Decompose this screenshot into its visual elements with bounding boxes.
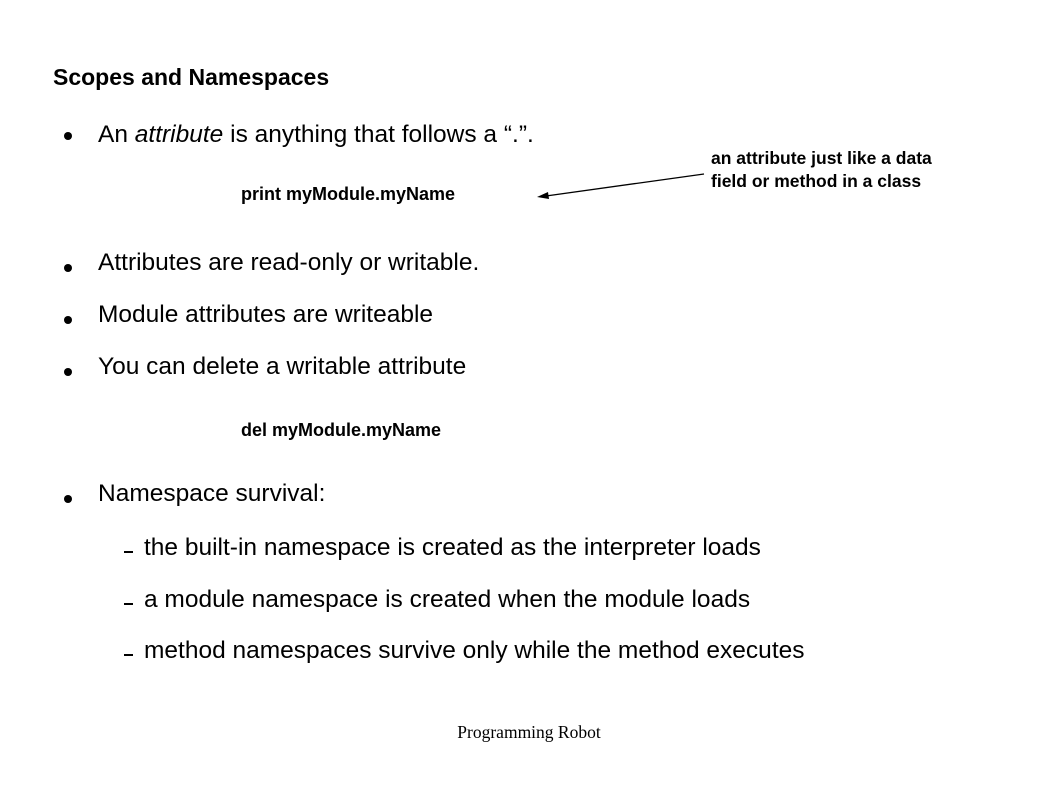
code-print-example: print myModule.myName: [241, 184, 456, 204]
subbullet-built-in-namespace: the built-in namespace is created as the interpreter loads: [144, 534, 761, 561]
bullet-text-pre: An: [98, 121, 135, 148]
bullet-namespace-survival: Namespace survival:: [98, 480, 326, 507]
bullet-dot: [64, 316, 72, 324]
bullet-dot: [64, 495, 72, 503]
bullet-text-emphasis: attribute: [134, 121, 224, 148]
subbullet-dash: [124, 551, 133, 553]
subbullet-module-namespace: a module namespace is created when the module loads: [144, 586, 751, 613]
bullet-delete-attribute: You can delete a writable attribute: [98, 353, 467, 380]
annotation-line-2: field or method in a class: [711, 171, 922, 191]
bullet-read-only-writable: Attributes are read-only or writable.: [98, 249, 480, 276]
slide-title: Scopes and Namespaces: [53, 64, 330, 90]
subbullet-method-namespaces: method namespaces survive only while the method executes: [144, 637, 805, 664]
bullet-dot: [64, 368, 72, 376]
subbullet-dash: [124, 654, 133, 656]
code-del-example: del myModule.myName: [241, 420, 442, 440]
slide-footer: Programming Robot: [457, 722, 601, 742]
bullet-module-attributes: Module attributes are writeable: [98, 301, 434, 328]
annotation-line-1: an attribute just like a data: [711, 148, 932, 168]
bullet-dot: [64, 264, 72, 272]
bullet-text-post: is anything that follows a “.”.: [223, 121, 534, 148]
subbullet-dash: [124, 603, 133, 605]
